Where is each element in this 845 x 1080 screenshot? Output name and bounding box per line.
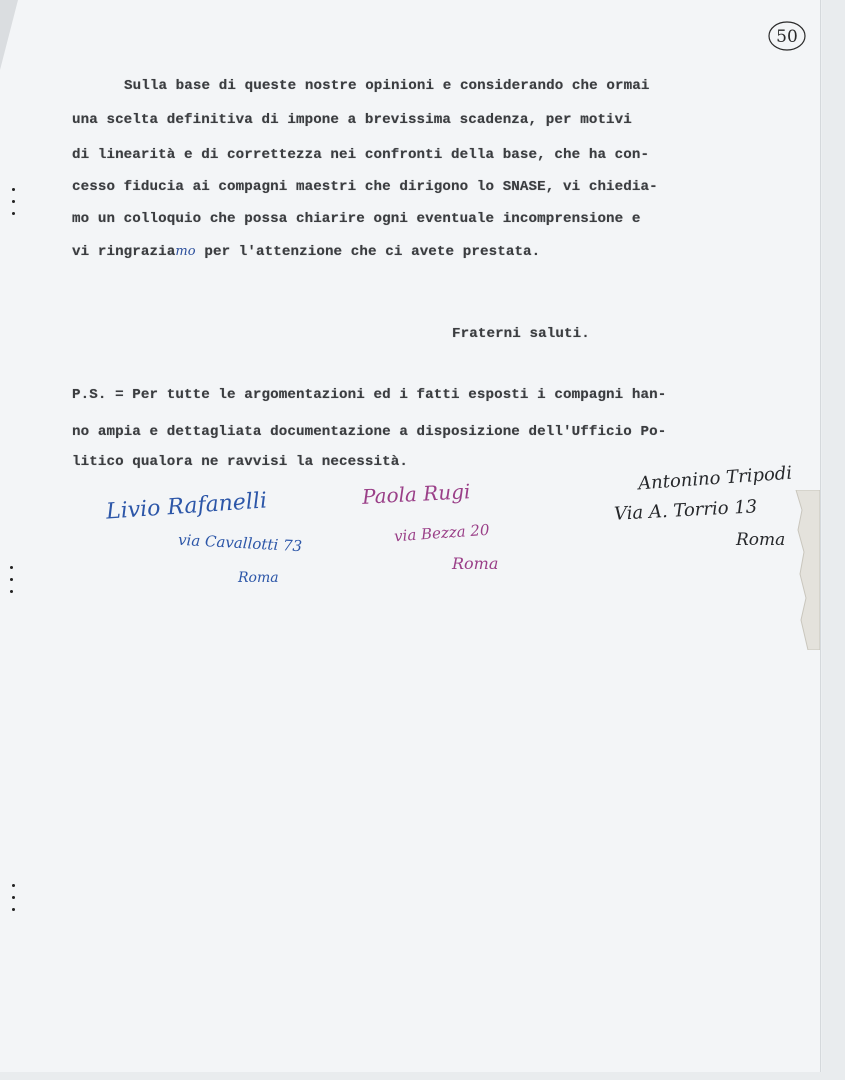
signature-1-name: Livio Rafanelli bbox=[105, 488, 268, 525]
postscript-line-1: P.S. = Per tutte le argomentazioni ed i fatti esposti i compagni han- bbox=[72, 387, 667, 403]
paper-corner-fold bbox=[0, 0, 18, 70]
paragraph-line-3: di linearità e di correttezza nei confronti della base, che ha con- bbox=[72, 147, 650, 163]
torn-paper-edge bbox=[792, 490, 820, 650]
postscript-line-2: no ampia e dettagliata documentazione a disposizione dell'Ufficio Po- bbox=[72, 424, 667, 440]
paragraph-line-1: Sulla base di queste nostre opinioni e considerando che ormai bbox=[124, 78, 650, 94]
margin-mark bbox=[10, 590, 13, 593]
margin-mark bbox=[12, 908, 15, 911]
paragraph-line-4: cesso fiducia ai compagni maestri che dirigono lo SNASE, vi chiedia- bbox=[72, 179, 658, 195]
paragraph-line-6-start: vi ringrazia bbox=[72, 244, 176, 260]
signature-3-address: Via A. Torrio 13 bbox=[613, 496, 758, 525]
paragraph-line-2: una scelta definitiva di impone a brevissima scadenza, per motivi bbox=[72, 112, 632, 128]
margin-mark bbox=[12, 188, 15, 191]
signature-1-city: Roma bbox=[238, 570, 279, 586]
postscript-line-3: litico qualora ne ravvisi la necessità. bbox=[72, 454, 408, 470]
paragraph-line-6-end: per l'attenzione che ci avete prestata. bbox=[195, 244, 541, 260]
handwritten-correction: mo bbox=[175, 244, 196, 259]
margin-mark bbox=[10, 566, 13, 569]
signature-3-city: Roma bbox=[736, 530, 786, 550]
page-number-stamp bbox=[767, 20, 807, 52]
signature-1-address: via Cavallotti 73 bbox=[177, 530, 303, 556]
signature-2-city: Roma bbox=[452, 554, 499, 573]
margin-mark bbox=[12, 200, 15, 203]
margin-mark bbox=[12, 212, 15, 215]
margin-mark bbox=[12, 884, 15, 887]
closing-salutation: Fraterni saluti. bbox=[452, 326, 590, 342]
page-number: 50 bbox=[776, 27, 798, 47]
paragraph-line-5: mo un colloquio che possa chiarire ogni eventuale incomprensione e bbox=[72, 211, 641, 227]
signature-2-name: Paola Rugi bbox=[361, 479, 471, 509]
signature-3-name: Antonino Tripodi bbox=[637, 462, 793, 495]
margin-mark bbox=[12, 896, 15, 899]
paragraph-line-6 bbox=[72, 244, 540, 260]
signature-2-address: via Bezza 20 bbox=[393, 520, 491, 546]
margin-mark bbox=[10, 578, 13, 581]
